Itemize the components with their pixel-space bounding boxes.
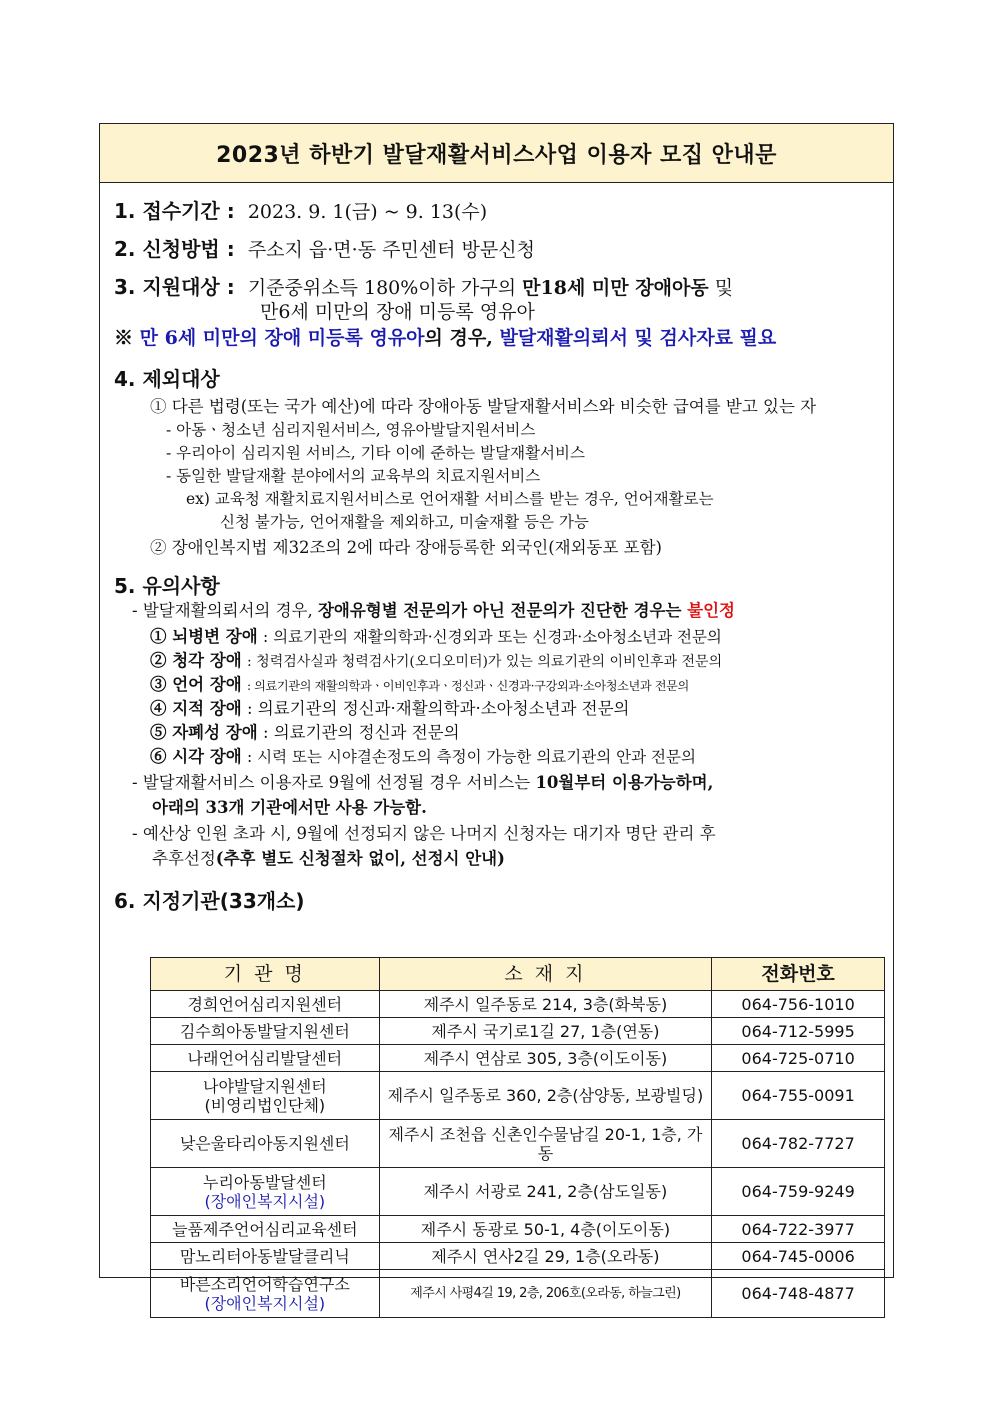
exclusion-sub-2: - 우리아이 심리지원 서비스, 기타 이에 준하는 발달재활서비스 <box>166 444 585 462</box>
institution-phone: 064-748-4877 <box>712 1270 885 1318</box>
institution-name: 나야발달지원센터 <box>203 1076 327 1096</box>
table-row <box>151 1072 885 1120</box>
notes-para-bold: 10월부터 이용가능하며, <box>535 773 714 792</box>
disability-name: ① 뇌병변 장애 <box>150 627 258 646</box>
exclusion-sub-3: - 동일한 발달재활 분야에서의 교육부의 치료지원서비스 <box>166 467 541 485</box>
exclusion-example-2: 신청 불가능, 언어재활을 제외하고, 미술재활 등은 가능 <box>220 513 589 531</box>
section-exclusions-label: 4. 제외대상 <box>114 367 220 391</box>
disability-name: ⑥ 시각 장애 <box>150 747 242 766</box>
disability-desc: : 시력 또는 시야결손정도의 측정이 가능한 의료기관의 안과 전문의 <box>247 748 696 766</box>
institution-address: 제주시 연사2길 29, 1층(오라동) <box>379 1243 712 1270</box>
institution-address: 제주시 연삼로 305, 3층(이도이동) <box>379 1045 712 1072</box>
table-row <box>151 1120 885 1168</box>
notes-intro-bold: 장애유형별 전문의가 아닌 전문의가 진단한 경우는 <box>317 601 688 620</box>
exclusion-item-1: ① 다른 법령(또는 국가 예산)에 따라 장애아동 발달재활서비스와 비슷한 급여를 받고 있는 자 <box>150 397 817 416</box>
section-eligibility <box>114 271 733 300</box>
section-label: 3. 지원대상 : <box>114 275 235 299</box>
exclusion-item-2: ② 장애인복지법 제32조의 2에 따라 장애등록한 외국인(재외동포 포함) <box>150 538 662 557</box>
disability-type-4 <box>150 695 629 719</box>
table-row <box>151 1168 885 1216</box>
disability-type-1 <box>150 623 722 647</box>
table-row <box>151 1045 885 1072</box>
page-title: 2023년 하반기 발달재활서비스사업 이용자 모집 안내문 <box>100 124 893 183</box>
table-header-row <box>151 958 885 991</box>
institution-subtitle: (비영리법인단체) <box>204 1095 326 1115</box>
institution-phone: 064-712-5995 <box>712 1018 885 1045</box>
exclusion-sub-1: - 아동ㆍ청소년 심리지원서비스, 영유아발달지원서비스 <box>166 421 536 439</box>
institution-phone: 064-759-9249 <box>712 1168 885 1216</box>
table-row <box>151 1018 885 1045</box>
section-application-period <box>114 195 487 224</box>
disability-type-2 <box>150 647 722 671</box>
eligibility-part: 기준중위소득 180%이하 가구의 <box>247 277 523 299</box>
institution-phone: 064-755-0091 <box>712 1072 885 1120</box>
table-row <box>151 1216 885 1243</box>
institution-name: 경희언어심리지원센터 <box>151 991 380 1018</box>
institution-address: 제주시 사평4길 19, 2층, 206호(오라동, 하늘그린) <box>379 1270 712 1318</box>
notes-para-3: - 예산상 인원 초과 시, 9월에 선정되지 않은 나머지 신청자는 대기자 명단 관리 후 <box>132 824 716 843</box>
section-application-method <box>114 233 535 262</box>
application-method-value: 주소지 읍·면·동 주민센터 방문신청 <box>247 239 535 261</box>
exclusion-example-1: ex) 교육청 재활치료지원서비스로 언어재활 서비스를 받는 경우, 언어재활로는 <box>186 490 714 508</box>
section-institutions-label: 6. 지정기관(33개소) <box>114 889 305 913</box>
disability-name: ⑤ 자폐성 장애 <box>150 723 258 742</box>
institution-address: 제주시 국기로1길 27, 1층(연동) <box>379 1018 712 1045</box>
disability-type-6 <box>150 743 696 767</box>
disability-desc: : 의료기관의 재활의학과·신경외과 또는 신경과·소아청소년과 전문의 <box>262 628 722 646</box>
notes-para-part: - 발달재활서비스 이용자로 9월에 선정될 경우 서비스는 <box>132 773 536 792</box>
eligibility-bold: 만18세 미만 장애아동 <box>522 277 709 299</box>
note-blue: 만 6세 미만의 장애 미등록 영유아 <box>139 327 425 349</box>
disability-desc: : 청력검사실과 청력검사기(오디오미터)가 있는 의료기관의 이비인후과 전문의 <box>247 654 723 670</box>
institution-phone: 064-725-0710 <box>712 1045 885 1072</box>
institution-name-cell <box>151 1270 380 1318</box>
institution-name: 늘품제주언어심리교육센터 <box>151 1216 380 1243</box>
col-header-name: 기 관 명 <box>151 958 380 991</box>
institution-name-cell <box>151 1072 380 1120</box>
notice-frame <box>99 123 894 1313</box>
institution-name: 나래언어심리발달센터 <box>151 1045 380 1072</box>
notes-para-part: 추후선정 <box>152 849 216 868</box>
institution-name: 맘노리터아동발달클리닉 <box>151 1243 380 1270</box>
notes-para-2-line2: 아래의 33개 기관에서만 사용 가능함. <box>152 798 427 817</box>
disability-name: ② 청각 장애 <box>150 651 242 670</box>
institution-address: 제주시 동광로 50-1, 4층(이도이동) <box>379 1216 712 1243</box>
col-header-address: 소 재 지 <box>379 958 712 991</box>
disability-desc: : 의료기관의 재활의학과ㆍ이비인후과ㆍ정신과ㆍ신경과·구강외과·소아청소년과 전문의 <box>247 679 689 693</box>
section-label: 1. 접수기간 : <box>114 199 235 223</box>
eligibility-note <box>114 323 776 350</box>
institution-phone: 064-722-3977 <box>712 1216 885 1243</box>
eligibility-text <box>248 277 733 299</box>
institution-subtitle: (장애인복지시설) <box>204 1293 326 1313</box>
eligibility-line2: 만6세 미만의 장애 미등록 영유아 <box>260 301 535 323</box>
institution-name: 낮은울타리아동지원센터 <box>151 1120 380 1168</box>
eligibility-part: 및 <box>708 277 734 299</box>
notes-para-bold: (추후 별도 신청절차 없이, 선정시 안내) <box>215 849 505 868</box>
institution-address: 제주시 서광로 241, 2층(삼도일동) <box>379 1168 712 1216</box>
disability-name: ③ 언어 장애 <box>150 675 242 694</box>
notes-intro-part: - 발달재활의뢰서의 경우, <box>132 601 318 620</box>
disability-desc: : 의료기관의 정신과 전문의 <box>262 723 460 742</box>
table-row <box>151 1243 885 1270</box>
institution-address: 제주시 일주동로 360, 2층(삼양동, 보광빌딩) <box>379 1072 712 1120</box>
section-label: 2. 신청방법 : <box>114 237 235 261</box>
institution-phone: 064-756-1010 <box>712 991 885 1018</box>
disability-type-3 <box>150 671 689 695</box>
institution-phone: 064-745-0006 <box>712 1243 885 1270</box>
institution-name: 누리아동발달센터 <box>203 1172 327 1192</box>
institution-phone: 064-782-7727 <box>712 1120 885 1168</box>
application-period-value: 2023. 9. 1(금) ~ 9. 13(수) <box>247 201 488 223</box>
table-row <box>151 991 885 1018</box>
disability-type-5 <box>150 719 460 743</box>
institutions-table <box>150 957 885 1318</box>
table-row <box>151 1270 885 1318</box>
col-header-phone: 전화번호 <box>712 958 885 991</box>
disability-desc: : 의료기관의 정신과·재활의학과·소아청소년과 전문의 <box>247 699 630 718</box>
institution-name-cell <box>151 1168 380 1216</box>
institution-subtitle: (장애인복지시설) <box>204 1191 326 1211</box>
institution-address: 제주시 조천읍 신촌인수물남길 20-1, 1층, 가동 <box>379 1120 712 1168</box>
note-mark: ※ <box>114 327 140 349</box>
section-notes-label: 5. 유의사항 <box>114 574 220 598</box>
institution-name: 김수희아동발달지원센터 <box>151 1018 380 1045</box>
institution-address: 제주시 일주동로 214, 3층(화북동) <box>379 991 712 1018</box>
note-blue: 발달재활의뢰서 및 검사자료 필요 <box>499 327 777 349</box>
disability-name: ④ 지적 장애 <box>150 699 242 718</box>
note-part: 의 경우, <box>424 327 500 349</box>
notes-intro <box>132 597 735 621</box>
notes-intro-red: 불인정 <box>687 601 735 620</box>
notes-para-2 <box>132 769 713 793</box>
institution-name: 바른소리언어학습연구소 <box>179 1274 350 1294</box>
notes-para-3-line2 <box>152 845 505 869</box>
